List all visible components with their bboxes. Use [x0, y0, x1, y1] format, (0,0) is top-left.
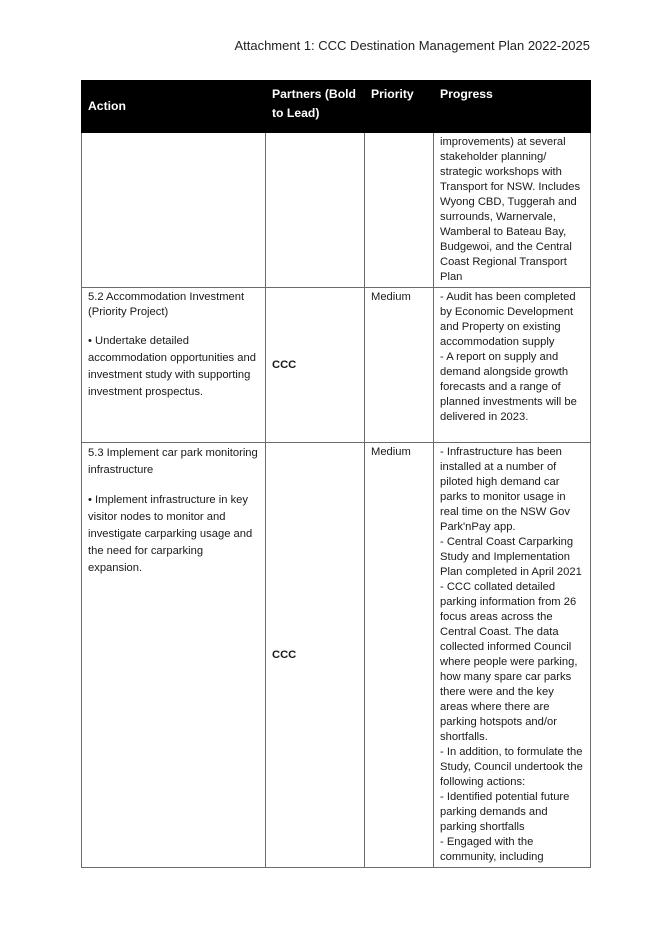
progress-item: - Identified potential future parking demands and parking shortfalls — [440, 791, 570, 833]
progress-cell — [434, 443, 591, 868]
progress-item: - In addition, to formulate the Study, Council undertook the following actions: — [440, 746, 583, 788]
priority-cell: Medium — [365, 288, 434, 443]
table-row — [82, 133, 591, 288]
destination-plan-table — [81, 80, 591, 868]
header-partners: Partners (Bold to Lead) — [266, 81, 365, 133]
progress-cell — [434, 133, 591, 288]
progress-item: - Engaged with the community, including — [440, 836, 544, 863]
page-header: Attachment 1: CCC Destination Management Plan 2022-2025 — [234, 38, 590, 53]
action-detail: • Implement infrastructure in key visitor nodes to monitor and investigate carparking usage and the need for carparking expansion. — [88, 494, 253, 574]
partner-cell — [266, 133, 365, 288]
progress-item: - Central Coast Carparking Study and Implementation Plan completed in April 2021 — [440, 536, 582, 578]
progress-item: - A report on supply and demand alongside growth forecasts and a range of planned investments will be delivered in 2023. — [440, 351, 577, 423]
action-cell — [82, 288, 266, 443]
partner-cell: CCC — [266, 288, 365, 443]
header-progress: Progress — [434, 81, 591, 133]
progress-cell — [434, 288, 591, 443]
progress-item: improvements) at several stakeholder planning/ strategic workshops with Transport for NSW. Includes Wyong CBD, Tuggerah and surrounds, Warnervale, Wamberal to Bateau Bay, Budgewoi, and the Central Coast Regional Transport Plan — [440, 136, 581, 283]
table-row — [82, 443, 591, 868]
table-row — [82, 288, 591, 443]
action-cell — [82, 443, 266, 868]
partner-cell: CCC — [266, 443, 365, 868]
table-header-row — [82, 81, 591, 133]
header-priority: Priority — [365, 81, 434, 133]
action-cell — [82, 133, 266, 288]
progress-item: - Audit has been completed by Economic Development and Property on existing accommodation supply — [440, 291, 576, 348]
action-title: 5.2 Accommodation Investment (Priority Project) — [88, 291, 245, 318]
progress-item: - CCC collated detailed parking information from 26 focus areas across the Central Coast. The data collected informed Council where people were parking, how many spare car parks there were and the key areas where there are parking hotspots and/or shortfalls. — [440, 581, 578, 743]
action-title: 5.3 Implement car park monitoring infrastructure — [88, 447, 258, 476]
header-action: Action — [82, 81, 266, 133]
priority-cell — [365, 133, 434, 288]
action-detail: • Undertake detailed accommodation opportunities and investment study with supporting investment prospectus. — [88, 335, 256, 398]
priority-cell: Medium — [365, 443, 434, 868]
progress-item: - Infrastructure has been installed at a number of piloted high demand car parks to monitor usage in real time on the NSW Gov Park'nPay app. — [440, 446, 570, 533]
